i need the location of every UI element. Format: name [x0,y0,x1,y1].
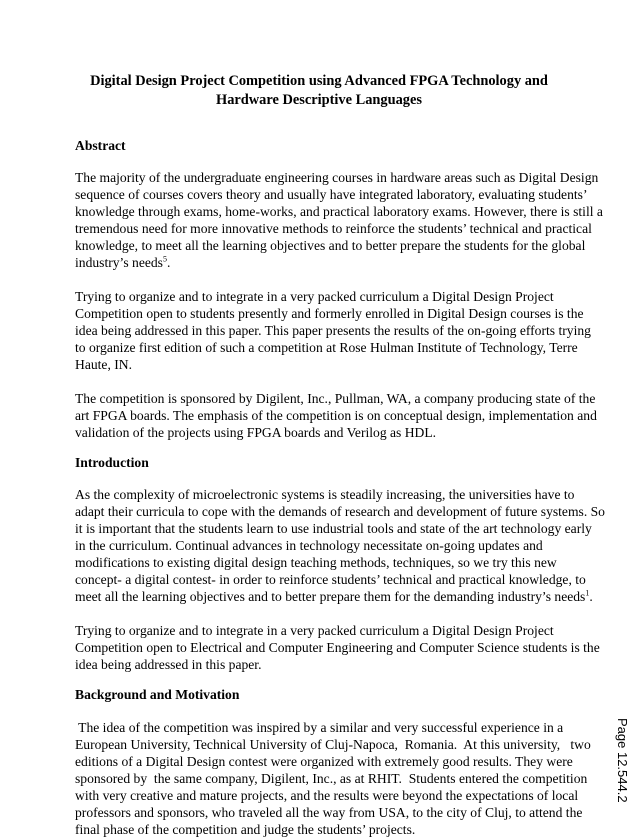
text-line: tremendous need for more innovative methods to reinforce the students’ technical and practical [75,221,592,236]
text-line: knowledge, to meet all the learning objectives and to better prepare the students for the global [75,238,586,253]
background-paragraph-1 [75,719,591,838]
text-line: The majority of the undergraduate engineering courses in hardware areas such as Digital Design [75,170,599,185]
text-line: sequence of courses covers theory and usually have integrated laboratory, evaluating students’ [75,187,588,202]
text-fragment: . [166,255,171,270]
text-line: The competition is sponsored by Digilent, Inc., Pullman, WA, a company producing state of the [75,391,596,406]
abstract-paragraph-3 [75,390,597,441]
abstract-heading: Abstract [75,138,126,153]
text-line: final phase of the competition and judge the students’ projects. [75,822,416,837]
text-line: Trying to organize and to integrate in a very packed curriculum a Digital Design Project [75,289,554,304]
introduction-heading: Introduction [75,455,149,470]
text-line: Competition open to Electrical and Computer Engineering and Computer Science students is the [75,640,600,655]
text-line: it is important that the students learn to use industrial tools and state of the art technology early [75,521,592,536]
text-fragment: meet all the learning objectives and to better prepare them for the demanding industry’s needs [75,589,586,604]
text-line: Trying to organize and to integrate in a very packed curriculum a Digital Design Project [75,623,554,638]
text-line: The idea of the competition was inspired by a similar and very successful experience in a [75,720,564,735]
paper-title [60,72,578,110]
page-number: Page 12.544.2 [615,718,630,803]
text-line: idea being addressed in this paper. This paper presents the results of the on-going efforts trying [75,323,591,338]
text-line: editions of a Digital Design contest were organized with extremely good results. They were [75,754,573,769]
citation-superscript: 5 [162,254,167,264]
paper-body [75,138,605,838]
text-line: to organize first edition of such a competition at Rose Hulman Institute of Technology, Terre [75,340,578,355]
text-line: sponsored by the same company, Digilent, Inc., as at RHIT. Students entered the competition [75,771,588,786]
text-line-with-citation [75,254,575,271]
text-fragment: industry’s needs [75,255,163,270]
text-line: Haute, IN. [75,357,132,372]
text-line: with very creative and mature projects, and the results were beyond the expectations of local [75,788,579,803]
text-line: concept- a digital contest- in order to reinforce students’ technical and practical knowledge, to [75,572,586,587]
text-line-with-citation [75,588,593,605]
text-line: art FPGA boards. The emphasis of the competition is on conceptual design, implementation and [75,408,597,423]
text-line: Competition open to students presently and formerly enrolled in Digital Design courses is the [75,306,584,321]
text-line: idea being addressed in this paper. [75,657,262,672]
text-line: European University, Technical University of Cluj-Napoca, Romania. At this university, two [75,737,591,752]
text-line: professors and sponsors, who traveled all the way from USA, to the city of Cluj, to attend the [75,805,583,820]
text-line: knowledge through exams, home-works, and practical laboratory exams. However, there is still a [75,204,603,219]
text-line: As the complexity of microelectronic systems is steadily increasing, the universities have to [75,487,575,502]
title-line-2: Hardware Descriptive Languages [216,92,422,108]
text-line: validation of the projects using FPGA boards and Verilog as HDL. [75,425,437,440]
citation-superscript: 1 [585,588,590,598]
text-fragment: . [589,589,593,604]
background-heading: Background and Motivation [75,687,240,702]
introduction-paragraph-2 [75,622,600,673]
text-line: in the curriculum. Continual advances in technology necessitate on-going updates and [75,538,543,553]
text-line: modifications to existing digital design teaching methods, techniques, so we try this new [75,555,557,570]
abstract-paragraph-2 [75,288,591,373]
text-line: adapt their curricula to cope with the demands of research and development of future systems. So [75,504,605,519]
title-line-1: Digital Design Project Competition using Advanced FPGA Technology and [90,73,548,89]
abstract-paragraph-1 [75,169,603,271]
introduction-paragraph-1 [75,486,605,605]
